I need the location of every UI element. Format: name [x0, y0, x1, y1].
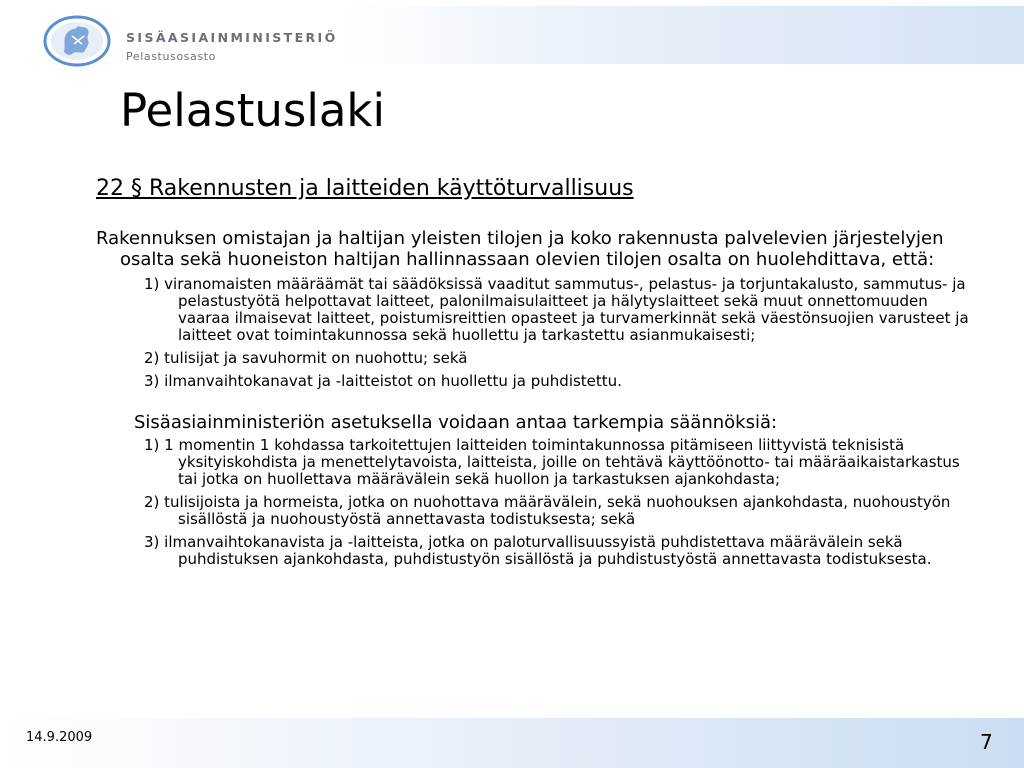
footer-date: 14.9.2009 — [26, 730, 93, 745]
logo-ministry-name: SISÄASIAINMINISTERIÖ — [126, 30, 338, 45]
list-item: 2) tulisijoista ja hormeista, jotka on nuohottava määrävälein, sekä nuohouksen ajankohdasta, nuohoustyön sisällöstä ja nuohoustyöstä annettavasta todistuksesta; sekä — [144, 493, 951, 528]
list-item: 3) ilmanvaihtokanavat ja -laitteistot on huollettu ja puhdistettu. — [144, 372, 622, 390]
list-item: 1) viranomaisten määräämät tai säädöksissä vaaditut sammutus-, pelastus- ja torjuntakalusto, sammutus- ja pelastustyötä helpottavat laitteet, palonilmaisulaitteet ja hälytyslaitteet sekä muut onnettomuuden vaaraa ilmaisevat laitteet, poistumisreittien opasteet ja turvamerkinnät sekä väestönsuojien varusteet ja laitteet ovat toimintakunnossa sekä huollettu ja tarkastettu asianmukaisesti; — [144, 275, 969, 344]
page-title: Pelastuslaki — [120, 84, 385, 137]
list-item: 2) tulisijat ja savuhormit on nuohottu; sekä — [144, 349, 468, 367]
section-heading: 22 § Rakennusten ja laitteiden käyttöturvallisuus — [96, 176, 634, 201]
list-item: 1) 1 momentin 1 kohdassa tarkoitettujen laitteiden toimintakunnossa pitämiseen liittyvistä teknisistä yksityiskohdista ja menettelytavoista, laitteista, joille on tehtävä käyttöönotto- tai määräaikaistarkastus tai jotka on huollettava määrävälein sekä huollon ja tarkastuksen ajankohdasta; — [144, 436, 960, 488]
decree-list — [96, 437, 976, 568]
header-gradient-band — [340, 6, 1024, 64]
footer-gradient-band — [0, 718, 1024, 768]
list-item: 3) ilmanvaihtokanavista ja -laitteista, jotka on paloturvallisuussyistä puhdistettava määrävälein sekä puhdistuksen ajankohdasta, puhdistustyön sisällöstä ja puhdistustyöstä annettavasta todistuksesta. — [144, 533, 932, 568]
slide-body — [96, 228, 976, 574]
page-number: 7 — [980, 730, 993, 754]
finland-lion-emblem-icon — [42, 14, 112, 68]
logo-department-name: Pelastusosasto — [126, 50, 216, 63]
intro-paragraph: Rakennuksen omistajan ja haltijan yleisten tilojen ja koko rakennusta palvelevien järjestelyjen osalta sekä huoneiston haltijan hallinnassaan olevien tilojen osalta on huolehdittava, että: — [96, 228, 944, 270]
obligations-list — [96, 276, 976, 390]
decree-paragraph: Sisäasiainministeriön asetuksella voidaan antaa tarkempia säännöksiä: — [134, 412, 778, 433]
